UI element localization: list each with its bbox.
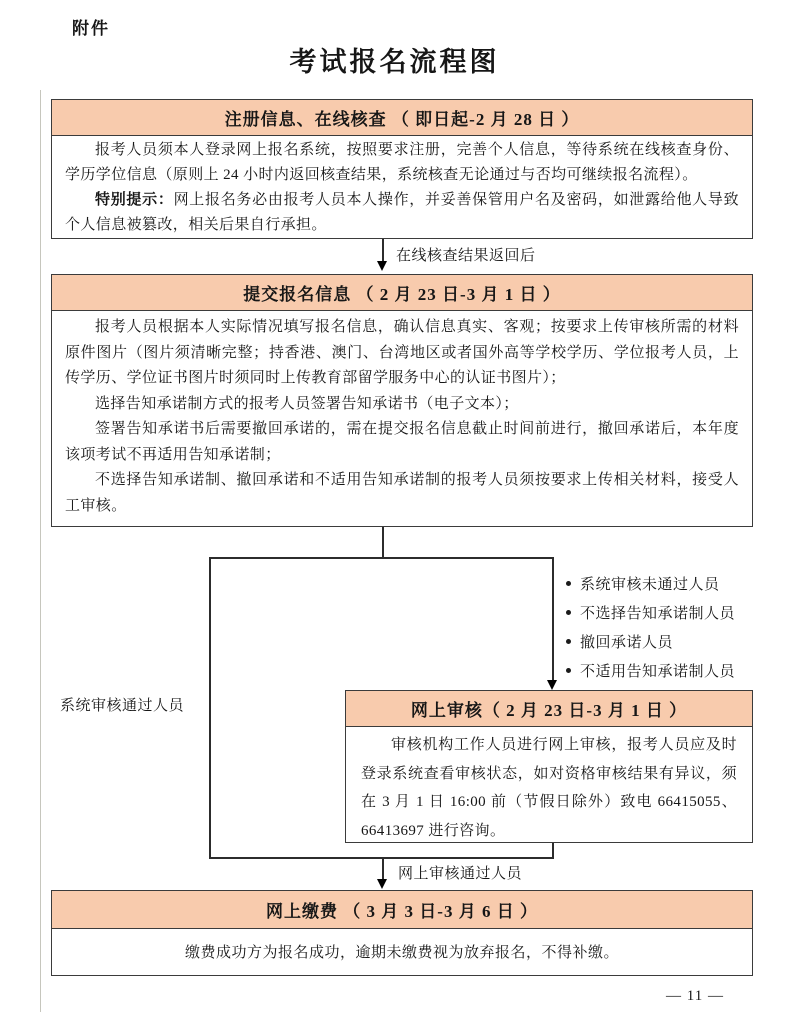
register-box-body: [52, 136, 752, 240]
review-paragraph: 审核机构工作人员进行网上审核，报考人员应及时登录系统查看审核状态，如对资格审核结果有异议，须在 3 月 1 日 16:00 前（节假日除外）致电 66415055、66413697 进行咨询。: [361, 737, 737, 839]
review-box-body: [346, 727, 752, 845]
page-title: 考试报名流程图: [289, 47, 500, 77]
connector-line: [209, 557, 211, 858]
pay-box: [51, 890, 753, 976]
special-note-text: 网上报名务必由报考人员本人操作，并妥善保管用户名及密码，如泄露给他人导致个人信息被篡改，相关后果自行承担。: [65, 192, 739, 233]
list-item: [566, 656, 735, 685]
arrow-down-icon: [377, 261, 387, 271]
page-edge-line: [40, 90, 41, 1012]
submit-box-body: [52, 311, 752, 523]
bullet-label: 不选择告知承诺制人员: [580, 606, 736, 622]
submit-paragraph-4: 不选择告知承诺制、撤回承诺和不适用告知承诺制的报考人员须按要求上传相关材料，接受人工审核。: [65, 472, 739, 514]
bullet-label: 撤回承诺人员: [580, 635, 674, 651]
register-box: [51, 99, 753, 239]
special-note-label: 特别提示：: [95, 192, 174, 208]
attachment-label: 附件: [72, 19, 110, 38]
register-paragraph-1: 报考人员须本人登录网上报名系统，按照要求注册，完善个人信息，等待系统在线核查身份、学历学位信息（原则上 24 小时内返回核查结果，系统核查无论通过与否均可继续报名流程）。: [65, 142, 739, 183]
bullet-icon: [566, 610, 571, 615]
bullet-label: 系统审核未通过人员: [580, 577, 720, 593]
arrow1-label: 在线核查结果返回后: [396, 248, 536, 264]
list-item: [566, 569, 735, 598]
bullet-icon: [566, 639, 571, 644]
list-item: [566, 598, 735, 627]
bullet-icon: [566, 581, 571, 586]
submit-paragraph-2: 选择告知承诺制方式的报考人员签署告知承诺书（电子文本）；: [95, 395, 519, 412]
branch-bullet-list: [566, 569, 735, 685]
connector-line: [209, 557, 554, 559]
bullet-label: 不适用告知承诺制人员: [580, 664, 736, 680]
page-number: — 11 —: [666, 988, 724, 1004]
connector-line: [382, 527, 384, 558]
register-paragraph-2: [65, 188, 739, 238]
connector-line: [552, 843, 554, 858]
review-box: [345, 690, 753, 843]
bullet-icon: [566, 668, 571, 673]
connector-line: [552, 557, 554, 681]
left-branch-label: 系统审核通过人员: [60, 698, 185, 714]
connector-line: [382, 239, 384, 263]
arrow-down-icon: [547, 680, 557, 690]
review-box-header: 网上审核（ 2 月 23 日-3 月 1 日 ）: [346, 691, 752, 727]
arrow2-label: 网上审核通过人员: [398, 866, 523, 882]
pay-box-body: 缴费成功方为报名成功，逾期未缴费视为放弃报名，不得补缴。: [184, 945, 619, 961]
submit-box: [51, 274, 753, 527]
submit-paragraph-3: 签署告知承诺书后需要撤回承诺的，需在提交报名信息截止时间前进行，撤回承诺后，本年度该项考试不再适用告知承诺制；: [65, 421, 739, 463]
list-item: [566, 627, 735, 656]
submit-paragraph-1: 报考人员根据本人实际情况填写报名信息，确认信息真实、客观；按要求上传审核所需的材料原件图片（图片须清晰完整；持香港、澳门、台湾地区或者国外高等学校学历、学位报考人员，上传学历、学位证书图片时须同时上传教育部留学服务中心的认证书图片）；: [65, 319, 739, 386]
arrow-down-icon: [377, 879, 387, 889]
submit-box-header: 提交报名信息 （ 2 月 23 日-3 月 1 日 ）: [52, 275, 752, 311]
connector-line: [382, 858, 384, 881]
pay-box-header: 网上缴费 （ 3 月 3 日-3 月 6 日 ）: [52, 891, 752, 929]
register-box-header: 注册信息、在线核查 （ 即日起-2 月 28 日 ）: [52, 100, 752, 136]
